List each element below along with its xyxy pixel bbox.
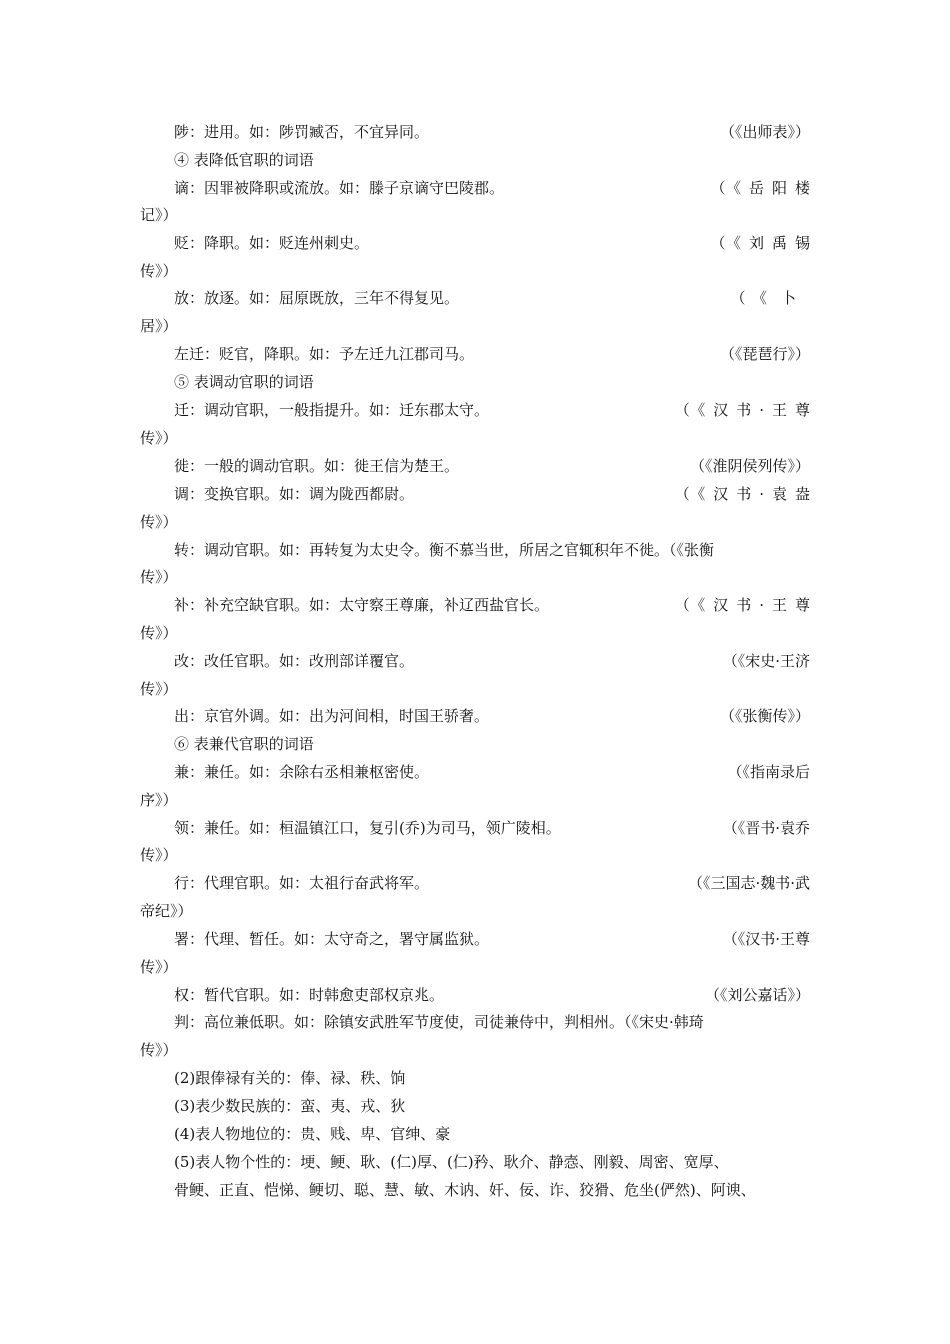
entry-source: （《汉书·王尊 bbox=[674, 401, 818, 419]
entry-text: 调：变换官职。如：调为陇西都尉。 bbox=[174, 485, 415, 503]
entry-source: （《出师表》） bbox=[719, 123, 810, 141]
entry-source-continuation: 传》） bbox=[140, 680, 178, 698]
entry-text: 判：高位兼低职。如：除镇安武胜军节度使，司徒兼侍中，判相州。（《宋史·韩琦 bbox=[174, 1013, 704, 1031]
entry-source: （《岳阳楼 bbox=[710, 179, 818, 197]
category-line-continued: 骨鲠、正直、恺悌、鲠切、聪、慧、敏、木讷、奸、佞、诈、狡猾、危坐(俨然)、阿谀、 bbox=[174, 1181, 756, 1199]
entry-source: （《淮阴侯列传》） bbox=[689, 457, 810, 475]
entry-source-continuation: 传》） bbox=[140, 958, 178, 976]
category-line: (4)表人物地位的：贵、贱、卑、官绅、豪 bbox=[174, 1125, 451, 1143]
entry-text: 陟：进用。如：陟罚臧否，不宜异同。 bbox=[174, 123, 430, 141]
category-line: (2)跟俸禄有关的：俸、禄、秩、饷 bbox=[174, 1069, 406, 1087]
entry-source-continuation: 序》） bbox=[140, 791, 178, 809]
entry-source: （《琵琶行》） bbox=[719, 345, 810, 363]
entry-source: （《卜 bbox=[730, 289, 810, 307]
entry-source-continuation: 传》） bbox=[140, 513, 178, 531]
section-heading: ⑥ 表兼代官职的词语 bbox=[174, 735, 314, 753]
entry-source: （《晋书·袁乔 bbox=[722, 819, 810, 837]
entry-source-continuation: 居》） bbox=[140, 317, 178, 335]
entry-text: 改：改任官职。如：改刑部详覆官。 bbox=[174, 652, 415, 670]
entry-source: （《张衡传》） bbox=[719, 707, 810, 725]
entry-text: 放：放逐。如：屈原既放，三年不得复见。 bbox=[174, 289, 460, 307]
entry-source-continuation: 传》） bbox=[140, 846, 178, 864]
entry-source: （《宋史·王济 bbox=[722, 652, 810, 670]
entry-text: 徙：一般的调动官职。如：徙王信为楚王。 bbox=[174, 457, 460, 475]
entry-source: （《汉书·王尊 bbox=[674, 596, 818, 614]
entry-source: （《汉书·袁盎 bbox=[674, 485, 818, 503]
entry-source-continuation: 传》） bbox=[140, 568, 178, 586]
category-line: (5)表人物个性的：埂、鲠、耿、(仁)厚、(仁)矜、耿介、静悫、刚毅、周密、宽厚、 bbox=[174, 1153, 729, 1171]
entry-text: 谪：因罪被降职或流放。如：滕子京谪守巴陵郡。 bbox=[174, 179, 505, 197]
entry-source: （《刘禹锡 bbox=[710, 234, 818, 252]
entry-text: 出：京官外调。如：出为河间相，时国王骄奢。 bbox=[174, 707, 490, 725]
category-line: (3)表少数民族的：蛮、夷、戎、狄 bbox=[174, 1097, 406, 1115]
entry-source: （《三国志·魏书·武 bbox=[687, 874, 810, 892]
section-heading: ④ 表降低官职的词语 bbox=[174, 151, 314, 169]
entry-source-continuation: 帝纪》） bbox=[140, 902, 193, 920]
entry-source-continuation: 传》） bbox=[140, 1041, 178, 1059]
entry-source: （《指南录后 bbox=[727, 763, 810, 781]
entry-text: 署：代理、暂任。如：太守奇之，署守属监狱。 bbox=[174, 930, 490, 948]
entry-source: （《刘公嘉话》） bbox=[704, 986, 810, 1004]
entry-source-continuation: 传》） bbox=[140, 262, 178, 280]
entry-source-continuation: 传》） bbox=[140, 429, 178, 447]
entry-text: 迁：调动官职，一般指提升。如：迁东郡太守。 bbox=[174, 401, 490, 419]
entry-source: （《汉书·王尊 bbox=[722, 930, 810, 948]
entry-text: 贬：降职。如：贬连州刺史。 bbox=[174, 234, 370, 252]
entry-text: 权：暂代官职。如：时韩愈吏部权京兆。 bbox=[174, 986, 445, 1004]
entry-source-continuation: 记》） bbox=[140, 206, 178, 224]
entry-source-continuation: 传》） bbox=[140, 624, 178, 642]
entry-text: 行：代理官职。如：太祖行奋武将军。 bbox=[174, 874, 430, 892]
section-heading: ⑤ 表调动官职的词语 bbox=[174, 373, 314, 391]
entry-text: 补：补充空缺官职。如：太守察王尊廉，补辽西盐官长。 bbox=[174, 596, 550, 614]
entry-text: 兼：兼任。如：余除右丞相兼枢密使。 bbox=[174, 763, 430, 781]
entry-text: 领：兼任。如：桓温镇江口，复引(乔)为司马，领广陵相。 bbox=[174, 819, 561, 837]
entry-text: 转：调动官职。如：再转复为太史令。衡不慕当世，所居之官辄积年不徙。（《张衡 bbox=[174, 541, 715, 559]
entry-text: 左迁：贬官，降职。如：予左迁九江郡司马。 bbox=[174, 345, 475, 363]
